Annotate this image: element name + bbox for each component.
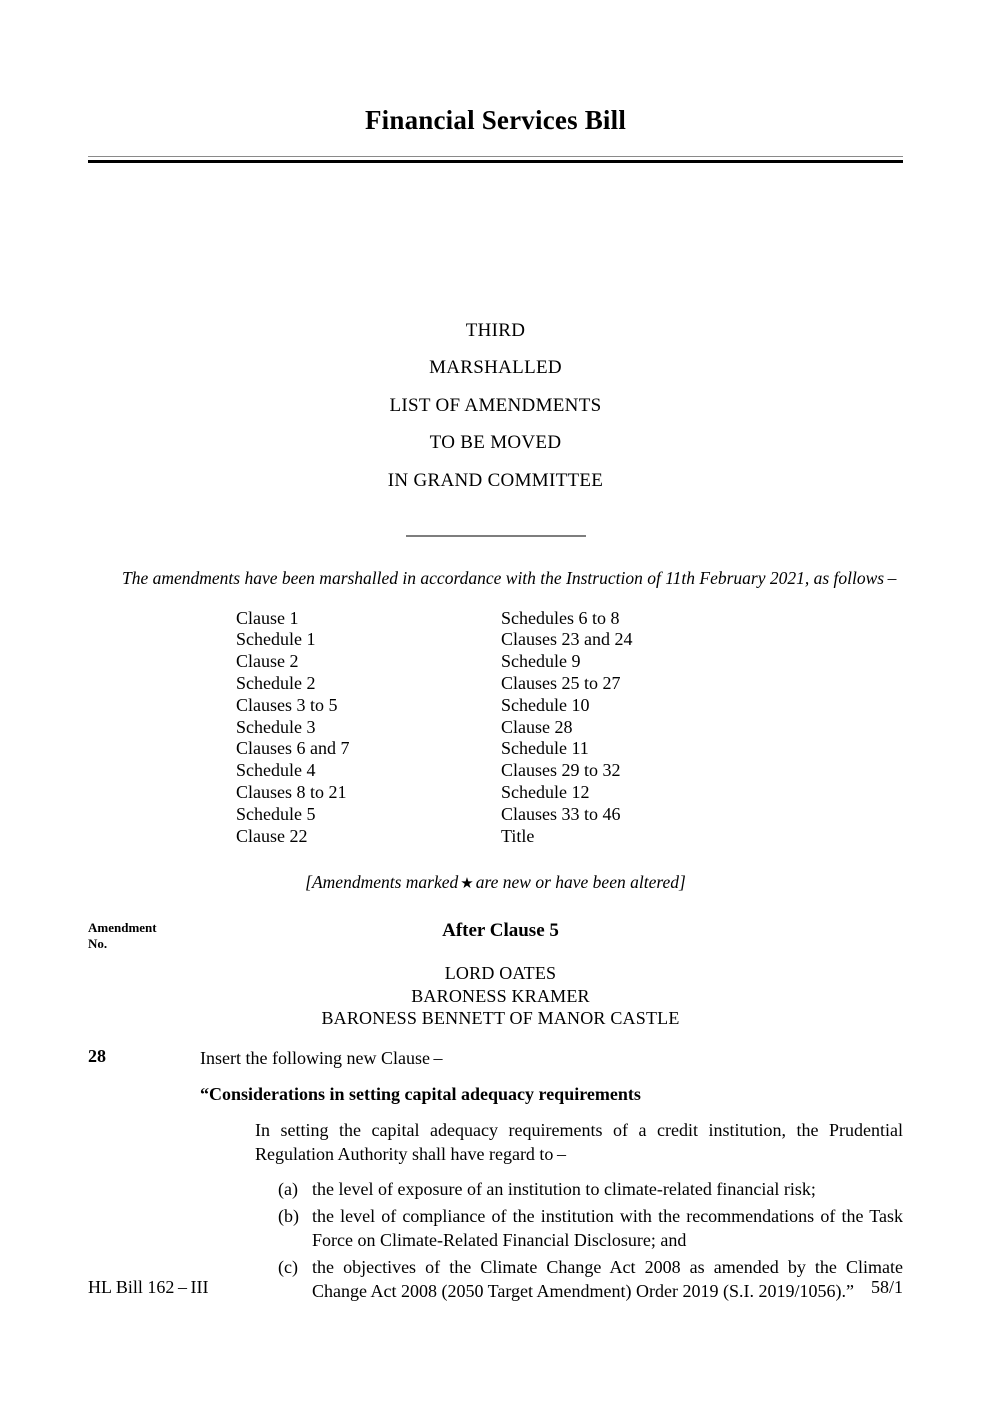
sponsor-name: BARONESS KRAMER [411,985,590,1006]
list-item: Schedule 12 [501,782,590,803]
amendment-instruction: Insert the following new Clause – [200,1047,443,1068]
page-footer [88,1277,903,1298]
headline-line-3: LIST OF AMENDMENTS [389,394,602,416]
star-legend-before: [Amendments marked [305,872,459,893]
list-item: Clauses 23 and 24 [501,629,633,650]
amendment-header [88,920,903,954]
list-item: Schedule 4 [236,760,316,781]
list-item: Clause 1 [236,607,299,628]
amendment-no-label: Amendment No. [88,920,157,951]
sub-item-text: the level of compliance of the institution with the recommendations of the Task Force on Climate-Related Financial Disclosure; and [312,1205,903,1250]
list-item: Clause 28 [501,716,573,737]
list-item: Title [501,825,535,846]
sub-item-marker: (c) [278,1256,298,1277]
sponsor-list [88,962,903,1030]
star-icon: ★ [460,876,474,893]
star-legend [88,872,903,893]
list-item: Schedule 5 [236,803,316,824]
list-item: Schedule 3 [236,716,316,737]
section-divider [88,526,903,544]
clause-list-left-column [236,608,501,848]
list-item: Clause 2 [236,651,299,672]
list-item: Clauses 6 and 7 [236,738,350,759]
list-item: Schedule 10 [501,694,590,715]
list-item: Schedule 11 [501,738,589,759]
section-heading: After Clause 5 [442,920,559,942]
list-item: Clause 22 [236,825,308,846]
headline-line-5: IN GRAND COMMITTEE [387,469,604,491]
new-clause-paragraph: In setting the capital adequacy requirements of a credit institution, the Prudential Regulation Authority shall have regard to – [255,1119,903,1164]
title-divider-rule [88,156,903,162]
headline-line-4: TO BE MOVED [429,432,562,454]
clause-list [88,608,903,848]
new-clause-heading: “Considerations in setting capital adequacy requirements [200,1083,641,1104]
list-item: Clauses 33 to 46 [501,803,621,824]
sub-item-text: the objectives of the Climate Change Act 2008 as amended by the Climate Change Act 2008 (2050 Target Amendment) Order 2019 (S.I. 2019/1056).” [312,1256,903,1301]
headline-block [88,312,903,500]
footer-page-number: 58/1 [870,1277,903,1297]
star-legend-after: are new or have been altered] [475,872,686,893]
headline-line-2: MARSHALLED [429,357,562,379]
marshalling-note: The amendments have been marshalled in accordance with the Instruction of 11th February 2021, as follows – [122,568,897,589]
sub-item-text: the level of exposure of an institution to climate-related financial risk; [312,1178,816,1199]
list-item: Clauses 29 to 32 [501,760,621,781]
list-item: Schedule 9 [501,651,581,672]
sub-item-marker: (b) [278,1205,299,1226]
list-item: Clauses 3 to 5 [236,694,338,715]
list-item: Schedule 1 [236,629,316,650]
footer-bill-reference: HL Bill 162 – III [88,1277,209,1297]
sponsor-name: LORD OATES [444,963,557,984]
headline-line-1: THIRD [465,319,526,341]
list-item: Clauses 25 to 27 [501,673,621,694]
sub-item-marker: (a) [278,1178,298,1199]
list-item: Schedule 2 [236,673,316,694]
clause-list-right-column [501,608,766,848]
sponsor-name: BARONESS BENNETT OF MANOR CASTLE [321,1008,680,1029]
list-item: Clauses 8 to 21 [236,782,347,803]
title-rule-thick [88,160,903,163]
title-rule-thin [88,156,903,158]
amendment-entry [88,1046,903,1303]
list-item [278,1177,903,1201]
amendment-number: 28 [88,1045,106,1066]
page-title: Financial Services Bill [364,105,627,135]
amendment-body [88,1046,903,1303]
section-divider-rule [406,535,586,537]
list-item [278,1204,903,1252]
list-item: Schedules 6 to 8 [501,607,620,628]
